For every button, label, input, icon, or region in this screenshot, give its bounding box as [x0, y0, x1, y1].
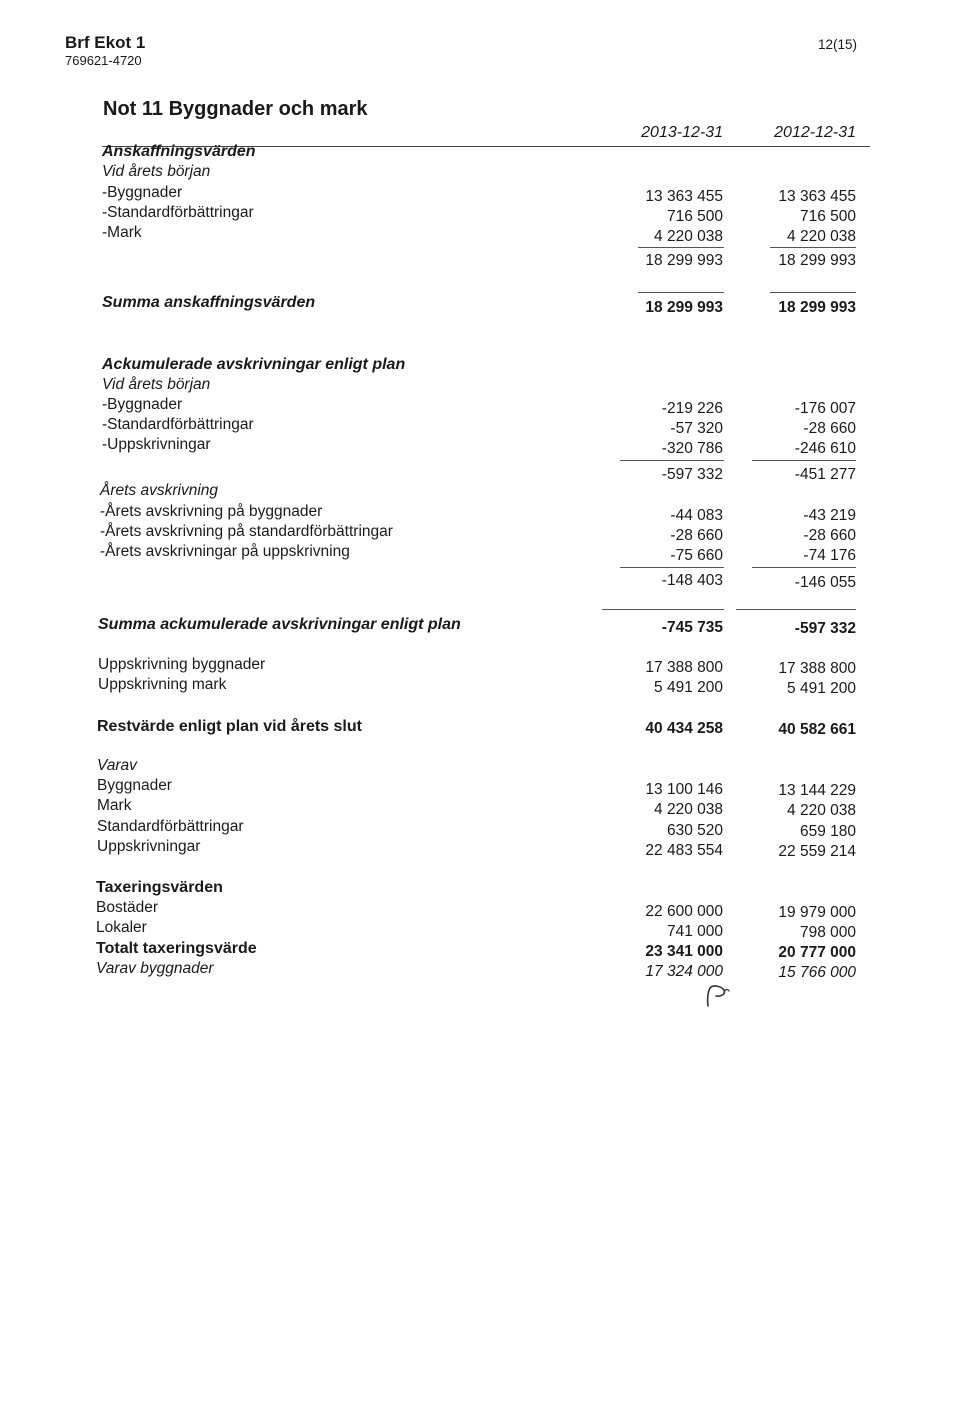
value-2013: 22 483 554	[645, 842, 723, 859]
subtotal-2013: -597 332	[661, 466, 723, 483]
value-2012: 716 500	[799, 208, 856, 225]
total-label-anskaffning: Summa anskaffningsvärden	[102, 294, 316, 311]
row-label: Mark	[97, 797, 132, 814]
value-2012: -43 219	[803, 507, 856, 524]
value-2013: -219 226	[661, 400, 723, 417]
value-2012: 15 766 000	[778, 964, 856, 981]
subheading-varav: Varav	[97, 757, 137, 774]
sum-rule	[752, 567, 856, 568]
row-label: -Mark	[102, 224, 142, 241]
value-2012: -246 610	[794, 440, 856, 457]
row-label: Uppskrivning byggnader	[98, 656, 266, 673]
row-label: Varav byggnader	[96, 960, 214, 977]
row-label: Byggnader	[97, 777, 172, 794]
row-label: -Årets avskrivningar på uppskrivning	[100, 543, 350, 560]
sum-rule	[620, 567, 724, 568]
value-2013: 13 363 455	[645, 188, 723, 205]
subtotal-2013: 18 299 993	[645, 252, 723, 269]
subheading-arets-avskrivning: Årets avskrivning	[100, 482, 219, 499]
value-2013: 13 100 146	[645, 781, 723, 798]
page-number: 12(15)	[817, 37, 857, 52]
row-label: Uppskrivningar	[97, 838, 201, 855]
value-2013: -75 660	[670, 547, 723, 564]
subtotal-2013: -148 403	[661, 572, 723, 589]
handwritten-initials	[700, 982, 740, 1010]
row-label: Standardförbättringar	[97, 818, 244, 835]
column-header-2013: 2013-12-31	[641, 124, 723, 141]
row-label: -Standardförbättringar	[102, 416, 254, 433]
value-2013: 22 600 000	[645, 903, 723, 920]
value-2012: -28 660	[803, 420, 856, 437]
org-name: Brf Ekot 1	[65, 33, 146, 52]
subtotal-2012: -146 055	[794, 574, 856, 591]
value-2012: 798 000	[799, 924, 856, 941]
value-2013: 4 220 038	[654, 801, 723, 818]
org-number: 769621-4720	[65, 53, 142, 68]
value-2013: 17 324 000	[645, 963, 723, 980]
value-2013: -28 660	[670, 527, 723, 544]
section-heading-anskaffning: Anskaffningsvärden	[102, 143, 256, 160]
sum-rule	[620, 460, 724, 461]
value-2013: 630 520	[666, 822, 723, 839]
value-2013: 716 500	[666, 208, 723, 225]
sum-rule	[770, 292, 856, 293]
subtotal-2012: -451 277	[794, 466, 856, 483]
row-label: -Byggnader	[102, 396, 183, 413]
restvarde-2012: 40 582 661	[778, 721, 856, 738]
row-label: -Årets avskrivning på standardförbättringar	[100, 523, 393, 540]
note-title: Not 11 Byggnader och mark	[103, 98, 368, 120]
sum-rule	[752, 460, 856, 461]
section-heading-avskrivningar: Ackumulerade avskrivningar enligt plan	[102, 356, 406, 373]
subheading-vid-arets-borjan: Vid årets början	[102, 163, 211, 180]
total-2012: -597 332	[794, 620, 856, 637]
subheading-vid-arets-borjan: Vid årets början	[102, 376, 211, 393]
value-2012: 13 363 455	[778, 188, 856, 205]
row-label: -Standardförbättringar	[102, 204, 254, 221]
sum-rule	[602, 609, 724, 610]
value-2013: -320 786	[661, 440, 723, 457]
row-label: -Årets avskrivning på byggnader	[100, 503, 323, 520]
total-2013: -745 735	[661, 619, 723, 636]
total-2012: 20 777 000	[778, 944, 856, 961]
value-2012: -28 660	[803, 527, 856, 544]
value-2013: 5 491 200	[654, 679, 723, 696]
section-heading-taxering: Taxeringsvärden	[96, 879, 223, 896]
value-2013: -44 083	[670, 507, 723, 524]
total-2012: 18 299 993	[778, 299, 856, 316]
value-2012: 659 180	[799, 823, 856, 840]
row-label: Bostäder	[96, 899, 159, 916]
row-label: -Uppskrivningar	[102, 436, 211, 453]
row-label: -Byggnader	[102, 184, 183, 201]
total-label-avskrivningar: Summa ackumulerade avskrivningar enligt plan	[98, 616, 461, 633]
total-2013: 23 341 000	[645, 943, 723, 960]
value-2013: 741 000	[666, 923, 723, 940]
restvarde-label: Restvärde enligt plan vid årets slut	[97, 718, 362, 735]
value-2012: 22 559 214	[778, 843, 856, 860]
value-2013: 17 388 800	[645, 659, 723, 676]
value-2012: 19 979 000	[778, 904, 856, 921]
sum-rule	[638, 247, 724, 248]
total-label-taxering: Totalt taxeringsvärde	[96, 940, 257, 957]
sum-rule	[736, 609, 856, 610]
row-label: Uppskrivning mark	[98, 676, 227, 693]
column-header-2012: 2012-12-31	[774, 124, 856, 141]
row-label: Lokaler	[96, 919, 147, 936]
value-2012: -176 007	[794, 400, 856, 417]
subtotal-2012: 18 299 993	[778, 252, 856, 269]
value-2013: -57 320	[670, 420, 723, 437]
value-2012: -74 176	[803, 547, 856, 564]
value-2012: 4 220 038	[787, 228, 856, 245]
value-2012: 5 491 200	[787, 680, 856, 697]
sum-rule	[638, 292, 724, 293]
value-2012: 13 144 229	[778, 782, 856, 799]
value-2013: 4 220 038	[654, 228, 723, 245]
value-2012: 17 388 800	[778, 660, 856, 677]
total-2013: 18 299 993	[645, 299, 723, 316]
restvarde-2013: 40 434 258	[645, 720, 723, 737]
value-2012: 4 220 038	[787, 802, 856, 819]
sum-rule	[770, 247, 856, 248]
